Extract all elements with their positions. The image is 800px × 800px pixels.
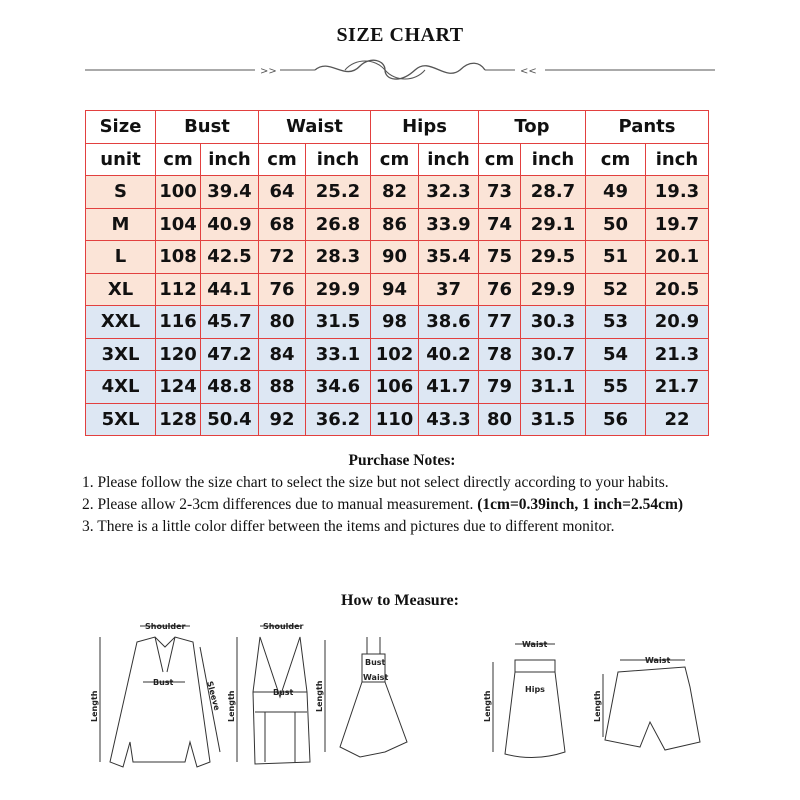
note-3: 3. There is a little color differ between the items and pictures due to different monitor. [82,518,615,535]
unit-cm: cm [479,143,521,176]
value-cell: 54 [586,338,646,371]
value-cell: 108 [156,241,201,274]
left-arrows: >> [260,66,277,77]
value-cell: 50 [586,208,646,241]
group-header: Top [479,111,586,144]
value-cell: 19.3 [646,176,709,209]
value-cell: 39.4 [201,176,259,209]
value-cell: 36.2 [306,403,371,436]
unit-row [86,143,709,176]
svg-text:Waist: Waist [645,656,671,665]
svg-text:Shoulder: Shoulder [145,622,186,631]
unit-cm: cm [586,143,646,176]
unit-inch: inch [646,143,709,176]
value-cell: 38.6 [419,306,479,339]
table-row [86,371,709,404]
value-cell: 20.5 [646,273,709,306]
value-cell: 73 [479,176,521,209]
value-cell: 29.9 [521,273,586,306]
value-cell: 32.3 [419,176,479,209]
shorts-illustration [593,656,700,750]
svg-text:Hips: Hips [525,685,545,694]
value-cell: 98 [371,306,419,339]
value-cell: 92 [259,403,306,436]
table-row [86,208,709,241]
blouse-illustration [90,622,222,767]
group-header: Hips [371,111,479,144]
value-cell: 37 [419,273,479,306]
size-cell: XXL [86,306,156,339]
value-cell: 72 [259,241,306,274]
dress-illustration [315,637,407,757]
value-cell: 31.1 [521,371,586,404]
value-cell: 120 [156,338,201,371]
table-row [86,273,709,306]
svg-text:Shoulder: Shoulder [263,622,304,631]
value-cell: 68 [259,208,306,241]
value-cell: 124 [156,371,201,404]
value-cell: 79 [479,371,521,404]
table-row [86,338,709,371]
value-cell: 75 [479,241,521,274]
value-cell: 31.5 [521,403,586,436]
group-header: Bust [156,111,259,144]
value-cell: 42.5 [201,241,259,274]
table-row [86,306,709,339]
value-cell: 25.2 [306,176,371,209]
size-cell: S [86,176,156,209]
value-cell: 28.7 [521,176,586,209]
value-cell: 41.7 [419,371,479,404]
ornament-divider [85,52,715,88]
value-cell: 48.8 [201,371,259,404]
value-cell: 26.8 [306,208,371,241]
value-cell: 90 [371,241,419,274]
value-cell: 47.2 [201,338,259,371]
svg-text:Length: Length [90,690,99,722]
value-cell: 29.5 [521,241,586,274]
size-cell: 3XL [86,338,156,371]
value-cell: 45.7 [201,306,259,339]
svg-text:Bust: Bust [273,688,294,697]
note-2-conversion: (1cm=0.39inch, 1 inch=2.54cm) [477,496,684,513]
right-arrows: << [520,66,537,77]
value-cell: 100 [156,176,201,209]
value-cell: 30.3 [521,306,586,339]
value-cell: 19.7 [646,208,709,241]
value-cell: 40.9 [201,208,259,241]
value-cell: 88 [259,371,306,404]
value-cell: 77 [479,306,521,339]
notes-heading: Purchase Notes: [348,452,456,469]
value-cell: 28.3 [306,241,371,274]
size-chart-table [85,110,709,436]
value-cell: 56 [586,403,646,436]
value-cell: 80 [479,403,521,436]
value-cell: 43.3 [419,403,479,436]
svg-text:Waist: Waist [522,640,548,649]
value-cell: 44.1 [201,273,259,306]
unit-inch: inch [201,143,259,176]
value-cell: 33.9 [419,208,479,241]
value-cell: 49 [586,176,646,209]
value-cell: 35.4 [419,241,479,274]
value-cell: 94 [371,273,419,306]
value-cell: 82 [371,176,419,209]
svg-text:Length: Length [227,690,236,722]
value-cell: 104 [156,208,201,241]
table-row [86,241,709,274]
value-cell: 84 [259,338,306,371]
value-cell: 52 [586,273,646,306]
note-1: 1. Please follow the size chart to select the size but not select directly according to your habits. [82,474,669,491]
value-cell: 20.9 [646,306,709,339]
svg-text:Length: Length [593,690,602,722]
size-cell: L [86,241,156,274]
value-cell: 64 [259,176,306,209]
value-cell: 29.9 [306,273,371,306]
value-cell: 128 [156,403,201,436]
table-row [86,176,709,209]
value-cell: 40.2 [419,338,479,371]
table-row [86,403,709,436]
value-cell: 102 [371,338,419,371]
value-cell: 80 [259,306,306,339]
value-cell: 110 [371,403,419,436]
page-title: SIZE CHART [336,24,464,46]
value-cell: 76 [259,273,306,306]
size-cell: M [86,208,156,241]
value-cell: 86 [371,208,419,241]
svg-text:Length: Length [315,680,324,712]
svg-text:Bust: Bust [153,678,174,687]
value-cell: 76 [479,273,521,306]
header-row [86,111,709,144]
size-cell: XL [86,273,156,306]
value-cell: 112 [156,273,201,306]
value-cell: 21.7 [646,371,709,404]
purchase-notes [82,450,722,538]
note-2-text: 2. Please allow 2-3cm differences due to manual measurement. [82,496,478,513]
group-header: Waist [259,111,371,144]
value-cell: 55 [586,371,646,404]
svg-text:Bust: Bust [365,658,386,667]
value-cell: 78 [479,338,521,371]
value-cell: 50.4 [201,403,259,436]
measure-illustrations [85,612,725,782]
size-header: Size [86,111,156,144]
value-cell: 33.1 [306,338,371,371]
value-cell: 31.5 [306,306,371,339]
svg-text:Length: Length [483,690,492,722]
unit-inch: inch [521,143,586,176]
value-cell: 30.7 [521,338,586,371]
value-cell: 53 [586,306,646,339]
value-cell: 116 [156,306,201,339]
tank-top-illustration [227,622,310,764]
how-to-measure-heading: How to Measure: [341,592,459,609]
value-cell: 20.1 [646,241,709,274]
value-cell: 106 [371,371,419,404]
value-cell: 51 [586,241,646,274]
unit-cm: cm [371,143,419,176]
svg-text:Waist: Waist [363,673,389,682]
value-cell: 21.3 [646,338,709,371]
value-cell: 29.1 [521,208,586,241]
value-cell: 74 [479,208,521,241]
unit-inch: inch [306,143,371,176]
skirt-illustration [483,640,565,758]
group-header: Pants [586,111,709,144]
unit-inch: inch [419,143,479,176]
size-cell: 4XL [86,371,156,404]
value-cell: 22 [646,403,709,436]
svg-text:Sleeve: Sleeve [205,680,222,712]
unit-header: unit [86,143,156,176]
value-cell: 34.6 [306,371,371,404]
note-2 [82,494,722,516]
unit-cm: cm [156,143,201,176]
unit-cm: cm [259,143,306,176]
size-cell: 5XL [86,403,156,436]
